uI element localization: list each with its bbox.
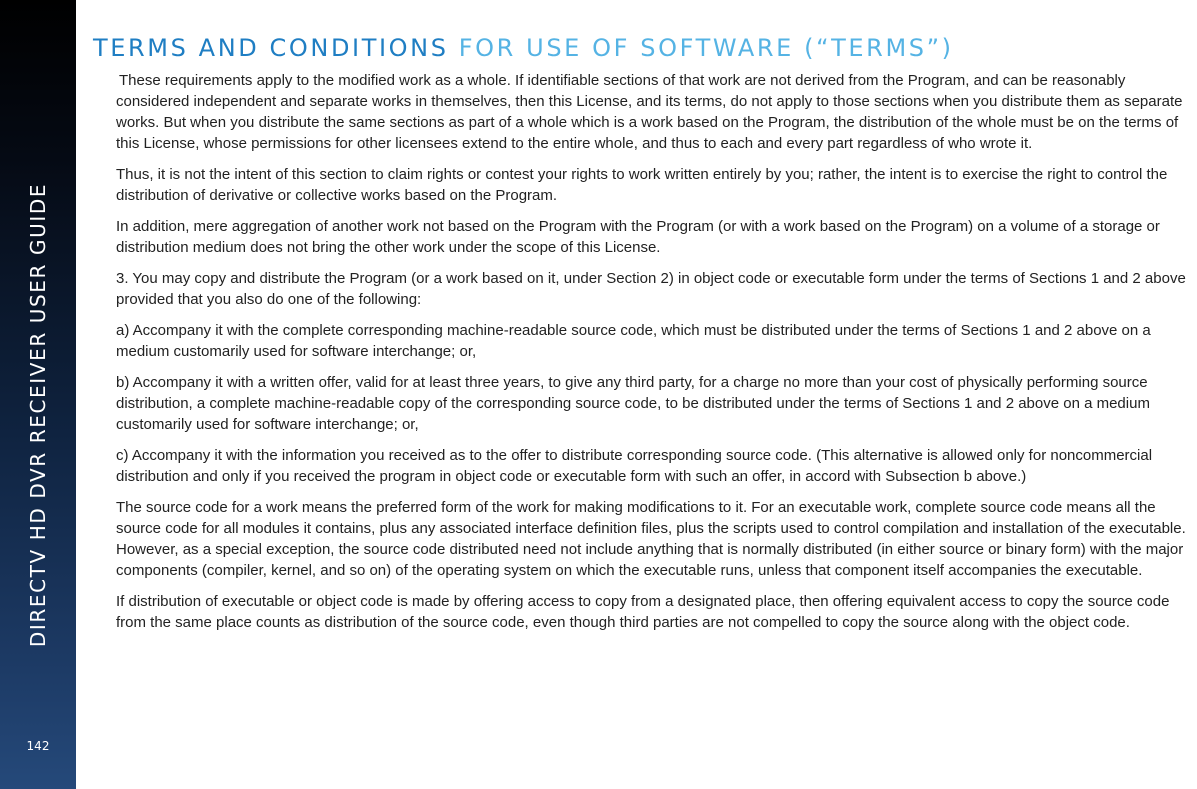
paragraph: If distribution of executable or object code is made by offering access to copy from a designated place, then offering equivalent access to copy the source code from the same place counts as distribution of the source code, even though third parties are not compelled to copy the source along with the object code. bbox=[116, 593, 1170, 631]
paragraph: a) Accompany it with the complete corresponding machine-readable source code, which must be distributed under the terms of Sections 1 and 2 above on a medium customarily used for software interchange; or, bbox=[116, 322, 1151, 360]
heading-accent: FOR USE OF SOFTWARE (“TERMS”) bbox=[458, 34, 954, 62]
sidebar bbox=[0, 0, 76, 789]
paragraph: c) Accompany it with the information you received as to the offer to distribute corresponding source code. (This alternative is allowed only for noncommercial distribution and only if you received the program in object code or executable form with such an offer, in accord with Subsection b above.) bbox=[116, 447, 1153, 485]
guide-title: DIRECTV HD DVR RECEIVER USER GUIDE bbox=[26, 182, 50, 648]
page-number: 142 bbox=[26, 739, 50, 753]
document-body bbox=[116, 70, 1194, 643]
paragraph: 3. You may copy and distribute the Program (or a work based on it, under Section 2) in object code or executable form under the terms of Sections 1 and 2 above provided that you also do one of the following: bbox=[116, 270, 1186, 308]
paragraph: b) Accompany it with a written offer, valid for at least three years, to give any third party, for a charge no more than your cost of physically performing source distribution, a complete machine-readable copy of the corresponding source code, to be distributed under the terms of Sections 1 and 2 above on a medium customarily used for software interchange; or, bbox=[116, 374, 1150, 433]
page-heading bbox=[93, 33, 954, 63]
paragraph: The source code for a work means the preferred form of the work for making modifications to it. For an executable work, complete source code means all the source code for all modules it contains, plus any associated interface definition files, plus the scripts used to control compilation and installation of the executable. However, as a special exception, the source code distributed need not include anything that is normally distributed (in either source or binary form) with the major components (compiler, kernel, and so on) of the operating system on which the executable runs, unless that component itself accompanies the executable. bbox=[116, 499, 1186, 579]
paragraph: Thus, it is not the intent of this section to claim rights or contest your rights to work written entirely by you; rather, the intent is to exercise the right to control the distribution of derivative or collective works based on the Program. bbox=[116, 166, 1168, 204]
paragraph: These requirements apply to the modified work as a whole. If identifiable sections of that work are not derived from the Program, and can be reasonably considered independent and separate works in themselves, then this License, and its terms, do not apply to those sections when you distribute them as separate works. But when you distribute the same sections as part of a whole which is a work based on the Program, the distribution of the whole must be on the terms of this License, whose permissions for other licensees extend to the entire whole, and thus to each and every part regardless of who wrote it. bbox=[116, 72, 1183, 152]
heading-main: TERMS AND CONDITIONS bbox=[93, 34, 449, 62]
paragraph: In addition, mere aggregation of another work not based on the Program with the Program (or with a work based on the Program) on a volume of a storage or distribution medium does not bring the other work under the scope of this License. bbox=[116, 218, 1160, 256]
